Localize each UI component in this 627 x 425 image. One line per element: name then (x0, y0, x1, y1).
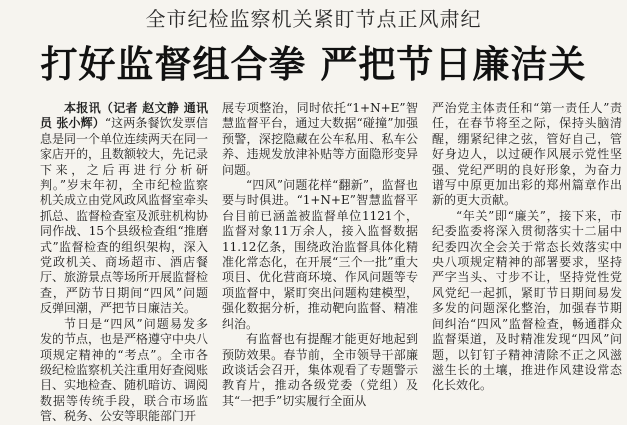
article-paragraph (40, 101, 208, 317)
headline: 打好监督组合拳 严把节日廉洁关 (40, 43, 587, 86)
kicker-title: 全市纪检监察机关紧盯节点正风肃纪 (145, 7, 482, 31)
article-paragraph: 展专项整治，同时依托“1+N+E”智慧监督平台，通过大数据“碰撞”加强预警，深挖隐藏在公车私用、私车公养、违规发放津补贴等方面隐形变异问题。 (222, 101, 418, 177)
article-column-1 (40, 101, 209, 424)
article-paragraph: 节日是“四风”问题易发多发的节点，也是严格遵守中央八项规定精神的“考点”。全市各级纪检监察机关注重用好查阅账目、实地检查、随机暗访、调阅数据等传统手段，联合市场监管、税务、公安等职能部门开 (40, 316, 209, 424)
article-paragraph: 有监督也有提醒才能更好地起到预防效果。春节前，全市领导干部廉政谈话会召开，集体观看了专题警示教育片，推动各级党委（党组）及其“一把手”切实履行全面从 (222, 332, 418, 408)
article-paragraph: “年关”即“廉关”，接下来，市纪委监委将深入贯彻落实十二届中纪委四次全会关于常态长效落实中央八项规定精神的部署要求，坚持严字当头、寸步不让，坚持党性党风党纪一起抓，紧盯节日期间易发多发的问题深化整治，加强春节期间纠治“四风”监督检查，畅通群众监督渠道，及时精准发现“四风”问题，以钉钉子精神清除不正之风滋滋生长的土壤，推进作风建设常态化长效化。 (432, 208, 622, 393)
paragraph-text: “这两条餐饮发票信息是同一个单位连续两天在同一家店开的，且数额较大，先记录下来，之后再进行分析研判。”岁末年初，全市纪检监察机关成立由党风政风监督室牵头抓总、监督检查室及派驻机构协同作战、15个县级检查组“推磨式”监督检查的组织架构，深入党政机关、商场超市、酒店餐厅、旅游景点等场所开展监督检查，严防节日期间“四风”问题反弹回潮，严把节日廉洁关。 (40, 116, 209, 316)
article-column-3 (432, 101, 622, 406)
byline: 本报讯（记者 赵文静 通讯员 张小辉） (40, 101, 208, 131)
article-paragraph: 严治党主体责任和“第一责任人”责任，在春节将至之际，保持头脑清醒，绷紧纪律之弦，管好自己，管好身边人，以过硬作风展示党性坚强、党纪严明的良好形象，为奋力谱写中原更加出彩的郑州篇章作出新的更大贡献。 (432, 101, 622, 208)
article-column-2 (222, 101, 418, 406)
article-paragraph: “四风”问题花样“翻新”，监督也要与时俱进。“1+N+E”智慧监督平台目前已涵盖被监督单位1121个，监督对象11万余人，接入监督数据11.12亿条，围绕政治监督具体化精准化常态化，在开展“三个一批”重大项目、优化营商环境、作风问题等专项监督中，紧盯突出问题构建模型，强化数据分析，推动靶向监督、精准纠治。 (222, 178, 418, 331)
